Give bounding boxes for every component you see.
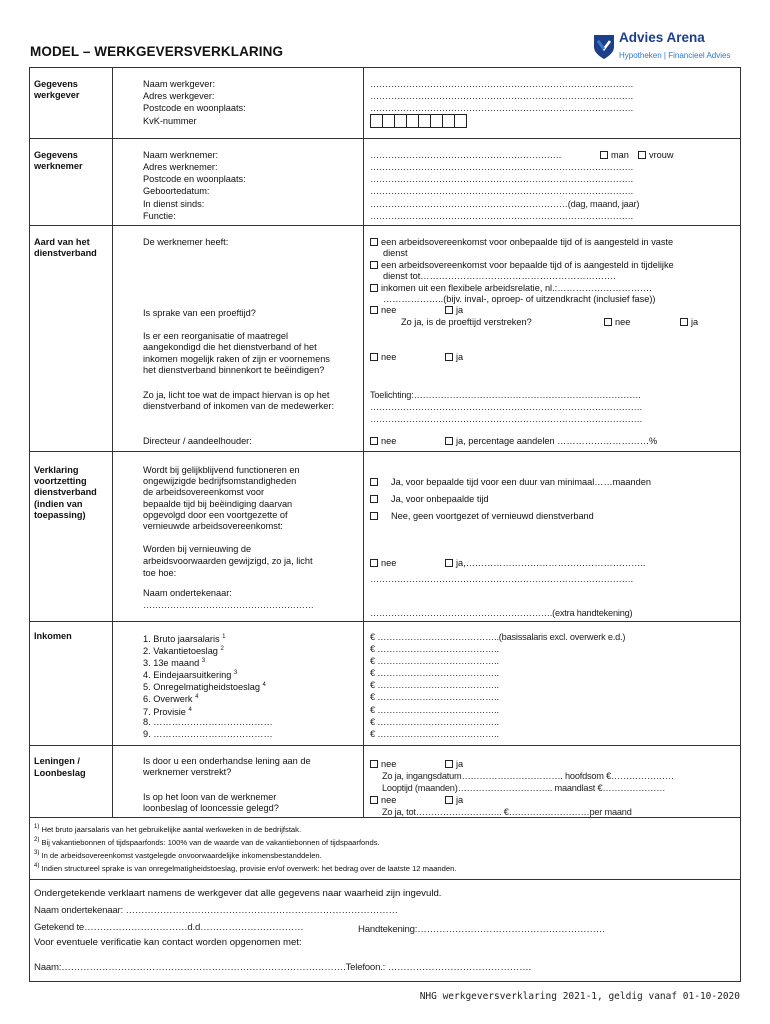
option-label: ja,………………………………………………….. [456,558,646,568]
kvk-digit-box[interactable] [454,114,467,128]
section-label-dienstverband: Aard van het [34,237,90,247]
section-label-werknemer: werknemer [34,161,83,171]
inkomen-item-label: 5. Onregelmatigheidstoeslag [143,682,260,692]
inkomen-item-label: 3. 13e maand [143,658,200,668]
question-label: inkomen mogelijk raken of zijn er voornemens [143,354,330,364]
verificatie-label: Voor eventuele verificatie kan contact worden opgenomen met: [34,937,302,948]
functie-field[interactable]: ……………………………………………………………………………. [370,211,633,221]
checkbox[interactable] [445,760,453,768]
checkbox[interactable] [370,261,378,269]
loonbeslag-nee-option[interactable] [370,794,396,806]
lening-ja-option[interactable] [445,758,463,770]
option-label: nee [381,795,397,805]
adres-werkgever-field[interactable]: ……………………………………………………………………………. [370,91,633,101]
question-label: Is sprake van een proeftijd? [143,308,256,318]
footnote-text: Indien structureel sprake is van onregelmatigheidstoeslag, provisie en/of overwerk: het bedrag over de laatste 12 maanden. [41,864,457,873]
inkomen-item-label: 4. Eindejaarsuitkering [143,670,232,680]
question-label: ongewijzigde bedrijfsomstandigheden [143,476,297,486]
option-label: ………………..(bijv. inval-, oproep- of uitzendkracht (inclusief fase)) [383,294,656,304]
voortzetting-bepaalde-tijd-option[interactable] [370,476,651,488]
getekend-te-field[interactable]: Getekend te……………………………d.d…………………………… [34,922,304,933]
option-label: ja [456,305,464,315]
section-label-dienstverband: dienstverband [34,248,97,258]
gewijzigd-ja-option[interactable] [445,557,645,569]
toelichting-field[interactable]: ………………………………………………………………………………. [370,414,642,424]
field-label: Postcode en woonplaats: [143,174,246,184]
footnote-number: 2) [34,837,40,843]
inkomen-item-label: 1. Bruto jaarsalaris [143,634,220,644]
footnote-ref: 4 [262,682,266,688]
option-label: ja, percentage aandelen …………………………% [456,436,658,446]
vrouw-option[interactable] [638,149,674,161]
option-label: ja [456,352,464,362]
checkbox[interactable] [370,796,378,804]
checkbox[interactable] [604,318,612,326]
checkbox[interactable] [370,284,378,292]
field-label: KvK-nummer [143,116,197,126]
question-label: opgevolgd door een voortgezette of [143,510,288,520]
option-label: ja [691,317,699,327]
footer-version: NHG werkgeversverklaring 2021-1, geldig vanaf 01-10-2020 [419,991,740,1002]
checkbox[interactable] [370,559,378,567]
field-label: Adres werknemer: [143,162,218,172]
question-label: Is door u een onderhandse lening aan de [143,756,311,766]
kvk-number-boxes[interactable] [370,114,466,128]
question-label: Zo ja, is de proeftijd verstreken? [401,317,532,327]
question-label: Worden bij vernieuwing de [143,544,252,554]
option-label: Nee, geen voortgezet of vernieuwd dienstverband [391,511,594,521]
gewijzigd-nee-option[interactable] [370,557,396,569]
inkomen-item-label: 8. ………………………………… [143,717,273,727]
row-divider [30,225,740,226]
checkbox[interactable] [370,437,378,445]
logo-name: Advies Arena [619,30,705,45]
checkbox[interactable] [370,306,378,314]
postcode-werkgever-field[interactable]: ……………………………………………………………………………. [370,103,633,113]
footnote-ref: 3 [233,670,238,676]
toelichting-field[interactable]: ………………………………………………………………………………. [370,402,642,412]
naam-werknemer-field[interactable]: ………………………………………………………. [370,150,562,160]
geboortedatum-field[interactable]: ……………………………………………………………………………. [370,186,633,196]
footnote-number: 4) [34,863,40,869]
question-label: Wordt bij gelijkblijvend functioneren en [143,465,300,475]
question-label: Is op het loon van de werknemer [143,792,277,802]
man-option[interactable] [600,149,629,161]
column-divider [112,68,113,817]
contact-naam-telefoon-field[interactable]: Naam:……………………………………………………………………………….Telefoon.: ………………………………………. [34,962,531,973]
naam-ondertekenaar-signature-field[interactable]: Naam ondertekenaar: …………………………………………………………………………… [34,905,398,916]
logo-tagline: Hypotheken | Financieel Advies [619,51,731,60]
reorganisatie-ja-option[interactable] [445,351,463,363]
overwerk-field[interactable]: € ………………………………….. [370,692,499,702]
option-onbepaalde-tijd[interactable] [370,236,673,248]
footnote-text: Bij vakantiebonnen of tijdspaarfonds: 100% van de waarde van de vakantiebonnen of tijdspaarfonds. [41,838,380,847]
inkomen-item [143,728,273,740]
naam-ondertekenaar-field[interactable]: ………………………………………………… [143,600,314,610]
loonbeslag-ja-option[interactable] [445,794,463,806]
footnotes [29,818,741,880]
adres-werknemer-field[interactable]: ……………………………………………………………………………. [370,162,633,172]
column-divider [363,68,364,817]
option-label: nee [381,759,397,769]
footnote-ref: 3 [201,658,206,664]
loonbeslag-details-field[interactable]: Zo ja, tot……………………….. €………………………per maand [382,807,632,817]
checkbox[interactable] [445,437,453,445]
declaration-text: Ondergetekende verklaart namens de werkgever dat alle gegevens naar waarheid zijn ingevuld. [34,888,442,899]
question-label: loonbeslag of looncessie gelegd? [143,803,279,813]
checkbox[interactable] [445,353,453,361]
question-label: aangekondigd die het dienstverband of het [143,342,317,352]
checkbox[interactable] [370,512,378,520]
field-label: Adres werkgever: [143,91,215,101]
option-label: inkomen uit een flexibele arbeidsrelatie, nl.:…………………………. [381,283,652,293]
section-label-voortzetting: toepassing) [34,510,86,520]
toelichting-field[interactable]: Toelichting:…………………………………………………………………. [370,390,641,400]
question-label: vernieuwde arbeidsovereenkomst: [143,521,283,531]
signature-block [29,880,741,982]
verstreken-nee-option[interactable] [604,316,630,328]
footnote [34,860,456,875]
checkbox[interactable] [370,495,378,503]
shield-icon [592,33,616,61]
voortzetting-onbepaalde-tijd-option[interactable] [370,493,489,505]
option-label: man [611,150,629,160]
proeftijd-ja-option[interactable] [445,304,463,316]
inkomen-item-9-field[interactable]: € ………………………………….. [370,729,499,739]
checkbox[interactable] [600,151,608,159]
footnote-ref: 2 [220,646,224,652]
option-label: nee [381,305,397,315]
field-label: Naam werknemer: [143,150,219,160]
footnote-ref: 4 [188,707,192,713]
checkbox[interactable] [370,238,378,246]
option-label: een arbeidsovereenkomst voor bepaalde tijd of is aangesteld in tijdelijke [381,260,674,270]
question-label: werknemer verstrekt? [143,767,232,777]
section-label-voortzetting: voortzetting [34,476,87,486]
lening-details-field[interactable]: Zo ja, ingangsdatum……………………………. hoofdsom €………………… [382,771,674,781]
lening-nee-option[interactable] [370,758,396,770]
section-label-leningen: Leningen / [34,756,80,766]
question-label: bepaalde tijd bij beëindiging daarvan [143,499,293,509]
checkbox[interactable] [370,760,378,768]
gewijzigd-toelichting-field[interactable]: ……………………………………………………………………………. [370,574,633,584]
option-label: ja [456,795,464,805]
checkbox[interactable] [680,318,688,326]
inkomen-item-label: 9. ………………………………… [143,729,273,739]
section-label-voortzetting: dienstverband [34,487,97,497]
vakantietoeslag-field[interactable]: € ………………………………….. [370,644,499,654]
inkomen-item-label: 6. Overwerk [143,694,193,704]
question-label: Zo ja, licht toe wat de impact hiervan is op het [143,390,330,400]
checkbox[interactable] [370,478,378,486]
checkbox[interactable] [370,353,378,361]
section-label-voortzetting: (indien van [34,499,83,509]
voortzetting-nee-option[interactable] [370,510,594,522]
company-logo [592,30,742,66]
section-label-voortzetting: Verklaring [34,465,79,475]
question-label: dienstverband of inkomen van de medewerker: [143,401,335,411]
checkbox[interactable] [445,559,453,567]
reorganisatie-nee-option[interactable] [370,351,396,363]
form-table [29,67,741,818]
option-label: nee [615,317,631,327]
inkomen-item-label: 2. Vakantietoeslag [143,646,218,656]
section-label-inkomen: Inkomen [34,631,72,641]
inkomen-item-8-field[interactable]: € ………………………………….. [370,717,499,727]
lening-looptijd-field[interactable]: Looptijd (maanden)………………………….. maandlast €………………… [382,783,666,793]
checkbox[interactable] [445,796,453,804]
option-label: dienst [383,248,408,258]
handtekening-field[interactable]: Handtekening:…………………………………………………… [358,924,606,935]
extra-handtekening-field[interactable]: …………………………………………………….(extra handtekening) [370,608,633,618]
footnote-ref: 1 [222,634,226,640]
inkomen-item [143,691,198,705]
option-label: Ja, voor bepaalde tijd voor een duur van minimaal……maanden [391,477,651,487]
field-label: In dienst sinds: [143,199,205,209]
inkomen-item [143,716,273,728]
field-label: Naam ondertekenaar: [143,588,232,598]
option-label: nee [381,352,397,362]
question-label: De werknemer heeft: [143,237,229,247]
section-label-werkgever: werkgever [34,90,80,100]
dga-nee-option[interactable] [370,435,396,447]
question-label: de arbeidsovereenkomst voor [143,487,265,497]
in-dienst-sinds-field[interactable]: …………………………………………………………(dag, maand, jaar) [370,199,640,209]
checkbox[interactable] [445,306,453,314]
option-label: dienst tot………………………………………………………. [383,271,616,281]
option-label: nee [381,558,397,568]
naam-werkgever-field[interactable]: ……………………………………………………………………………. [370,79,633,89]
inkomen-item-label: 7. Provisie [143,707,186,717]
row-divider [30,138,740,139]
question-label: het dienstverband binnenkort te beëindigen? [143,365,325,375]
question-label: Is er een reorganisatie of maatregel [143,331,289,341]
field-label: Geboortedatum: [143,186,210,196]
provisie-field[interactable]: € ………………………………….. [370,705,499,715]
question-label: arbeidsvoorwaarden gewijzigd, zo ja, licht [143,556,313,566]
checkbox[interactable] [638,151,646,159]
field-label: Naam werkgever: [143,79,215,89]
question-label: toe hoe: [143,568,177,578]
onregelmatigheidstoeslag-field[interactable]: € ………………………………….. [370,680,499,690]
proeftijd-nee-option[interactable] [370,304,396,316]
section-label-werkgever: Gegevens [34,79,78,89]
section-label-werknemer: Gegevens [34,150,78,160]
footnote-number: 1) [34,824,40,830]
postcode-werknemer-field[interactable]: ……………………………………………………………………………. [370,174,633,184]
bruto-jaarsalaris-field[interactable]: € …………………………………..(basissalaris excl. overwerk e.d.) [370,632,626,642]
option-label: vrouw [649,150,674,160]
option-label: een arbeidsovereenkomst voor onbepaalde tijd of is aangesteld in vaste [381,237,674,247]
footnote-text: In de arbeidsovereenkomst vastgelegde onvoorwaardelijke inkomensbestanddelen. [41,851,322,860]
eindejaarsuitkering-field[interactable]: € ………………………………….. [370,668,499,678]
option-label: ja [456,759,464,769]
field-label: Postcode en woonplaats: [143,103,246,113]
section-label-leningen: Loonbeslag [34,768,86,778]
option-label: nee [381,436,397,446]
row-divider [30,451,740,452]
footnote-number: 3) [34,850,40,856]
field-label: Functie: [143,211,176,221]
dertiende-maand-field[interactable]: € ………………………………….. [370,656,499,666]
page-title: MODEL – WERKGEVERSVERKLARING [30,44,284,59]
question-label: Directeur / aandeelhouder: [143,436,252,446]
verstreken-ja-option[interactable] [680,316,698,328]
row-divider [30,621,740,622]
row-divider [30,745,740,746]
footnote-text: Het bruto jaarsalaris van het gebruikelijke aantal werkweken in de bedrijfstak. [41,825,302,834]
footnote-ref: 4 [195,694,199,700]
option-label: Ja, voor onbepaalde tijd [391,494,489,504]
dga-ja-option[interactable] [445,435,657,447]
